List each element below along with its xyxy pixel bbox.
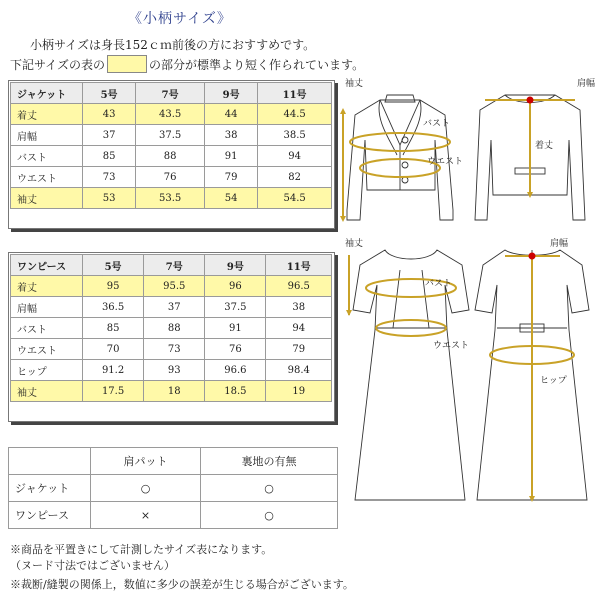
jacket-cell: 38.5 [258, 125, 332, 146]
jacket-cell: 82 [258, 167, 332, 188]
dress-row [11, 360, 332, 381]
jacket-cell: 38 [205, 125, 258, 146]
jacket-row-label: 肩幅 [11, 125, 83, 146]
jacket-header-cell: 5号 [83, 83, 136, 104]
note-2: （ヌード寸法ではございません） [10, 559, 175, 572]
dress-cell: 18 [144, 381, 205, 402]
jacket-label-shoulder: 肩幅 [577, 79, 596, 89]
dress-row-label: 肩幅 [11, 297, 83, 318]
intro-text-1: 小柄サイズは身長152ｃｍ前後の方におすすめです。 [30, 38, 316, 52]
dress-cell: 85 [83, 318, 144, 339]
dress-cell: 79 [266, 339, 332, 360]
option-cell: ○ [91, 475, 201, 502]
jacket-header-cell: 7号 [136, 83, 205, 104]
jacket-row-label: ウエスト [11, 167, 83, 188]
dress-cell: 19 [266, 381, 332, 402]
jacket-cell: 43 [83, 104, 136, 125]
dress-header-row [11, 255, 332, 276]
note-3: ※裁断/縫製の関係上，数値に多少の誤差が生じる場合がございます。 [10, 578, 354, 591]
dress-cell: 94 [266, 318, 332, 339]
dress-label-shoulder: 肩幅 [550, 239, 569, 249]
dress-label-bust: バスト [425, 279, 453, 289]
dress-row [11, 381, 332, 402]
dress-cell: 37.5 [205, 297, 266, 318]
jacket-header-cell: 9号 [205, 83, 258, 104]
dress-cell: 95 [83, 276, 144, 297]
option-header-cell: 裏地の有無 [201, 448, 338, 475]
dress-cell: 38 [266, 297, 332, 318]
jacket-row [11, 146, 332, 167]
option-row [9, 475, 338, 502]
dress-cell: 98.4 [266, 360, 332, 381]
dress-header-cell: 9号 [205, 255, 266, 276]
dress-row-label: ウエスト [11, 339, 83, 360]
option-cell: ○ [201, 475, 338, 502]
jacket-header-row [11, 83, 332, 104]
dress-cell: 36.5 [83, 297, 144, 318]
dress-row-label: 袖丈 [11, 381, 83, 402]
jacket-cell: 44.5 [258, 104, 332, 125]
dress-header-cell: 11号 [266, 255, 332, 276]
dress-cell: 96.6 [205, 360, 266, 381]
option-row [9, 502, 338, 529]
page-title: 《小柄サイズ》 [128, 11, 232, 27]
dress-cell: 17.5 [83, 381, 144, 402]
dress-label-sleeve: 袖丈 [345, 239, 364, 249]
jacket-cell: 53 [83, 188, 136, 209]
option-header-cell [9, 448, 91, 475]
intro-text-2a: 下記サイズの表の [10, 57, 106, 72]
dress-row-label: バスト [11, 318, 83, 339]
dress-cell: 95.5 [144, 276, 205, 297]
jacket-cell: 91 [205, 146, 258, 167]
dress-row-label: ヒップ [11, 360, 83, 381]
jacket-header-cell: ジャケット [11, 83, 83, 104]
option-header-row [9, 448, 338, 475]
dress-cell: 18.5 [205, 381, 266, 402]
jacket-cell: 79 [205, 167, 258, 188]
jacket-cell: 37 [83, 125, 136, 146]
jacket-row [11, 188, 332, 209]
jacket-row-label: バスト [11, 146, 83, 167]
jacket-size-table [10, 82, 332, 209]
jacket-row-label: 着丈 [11, 104, 83, 125]
jacket-row-label: 袖丈 [11, 188, 83, 209]
option-header-cell: 肩パット [91, 448, 201, 475]
note-1: ※商品を平置きにして計測したサイズ表になります。 [10, 543, 273, 556]
intro-text-2 [10, 55, 364, 73]
dress-cell: 88 [144, 318, 205, 339]
dress-header-cell: 7号 [144, 255, 205, 276]
jacket-cell: 44 [205, 104, 258, 125]
option-cell: ○ [201, 502, 338, 529]
dress-cell: 76 [205, 339, 266, 360]
dress-row [11, 339, 332, 360]
dress-label-waist: ウエスト [433, 341, 470, 351]
dress-cell: 96.5 [266, 276, 332, 297]
jacket-cell: 85 [83, 146, 136, 167]
jacket-label-bust: バスト [423, 119, 451, 129]
dress-header-cell: 5号 [83, 255, 144, 276]
intro-text-2b: の部分が標準より短く作られています。 [149, 57, 365, 72]
dress-cell: 70 [83, 339, 144, 360]
dress-size-table [10, 254, 332, 402]
jacket-label-length: 着丈 [535, 141, 554, 151]
dress-shoulder-point [529, 253, 536, 260]
option-table [8, 447, 338, 529]
jacket-header-cell: 11号 [258, 83, 332, 104]
jacket-cell: 54 [205, 188, 258, 209]
jacket-cell: 53.5 [136, 188, 205, 209]
dress-cell: 37 [144, 297, 205, 318]
highlight-swatch [107, 55, 147, 73]
jacket-cell: 88 [136, 146, 205, 167]
dress-cell: 73 [144, 339, 205, 360]
dress-row [11, 318, 332, 339]
jacket-cell: 54.5 [258, 188, 332, 209]
jacket-row [11, 167, 332, 188]
option-cell: × [91, 502, 201, 529]
dress-cell: 91 [205, 318, 266, 339]
garment-illustrations [335, 70, 600, 540]
option-row-label: ジャケット [9, 475, 91, 502]
jacket-shoulder-point [527, 97, 534, 104]
jacket-cell: 94 [258, 146, 332, 167]
option-row-label: ワンピース [9, 502, 91, 529]
jacket-row [11, 125, 332, 146]
dress-label-hip: ヒップ [540, 376, 567, 386]
jacket-cell: 76 [136, 167, 205, 188]
jacket-label-sleeve: 袖丈 [345, 79, 364, 89]
dress-cell: 93 [144, 360, 205, 381]
jacket-cell: 73 [83, 167, 136, 188]
jacket-label-waist: ウエスト [427, 157, 464, 167]
dress-cell: 91.2 [83, 360, 144, 381]
jacket-row [11, 104, 332, 125]
dress-row-label: 着丈 [11, 276, 83, 297]
dress-cell: 96 [205, 276, 266, 297]
dress-row [11, 297, 332, 318]
jacket-cell: 43.5 [136, 104, 205, 125]
jacket-cell: 37.5 [136, 125, 205, 146]
dress-row [11, 276, 332, 297]
dress-header-cell: ワンピース [11, 255, 83, 276]
